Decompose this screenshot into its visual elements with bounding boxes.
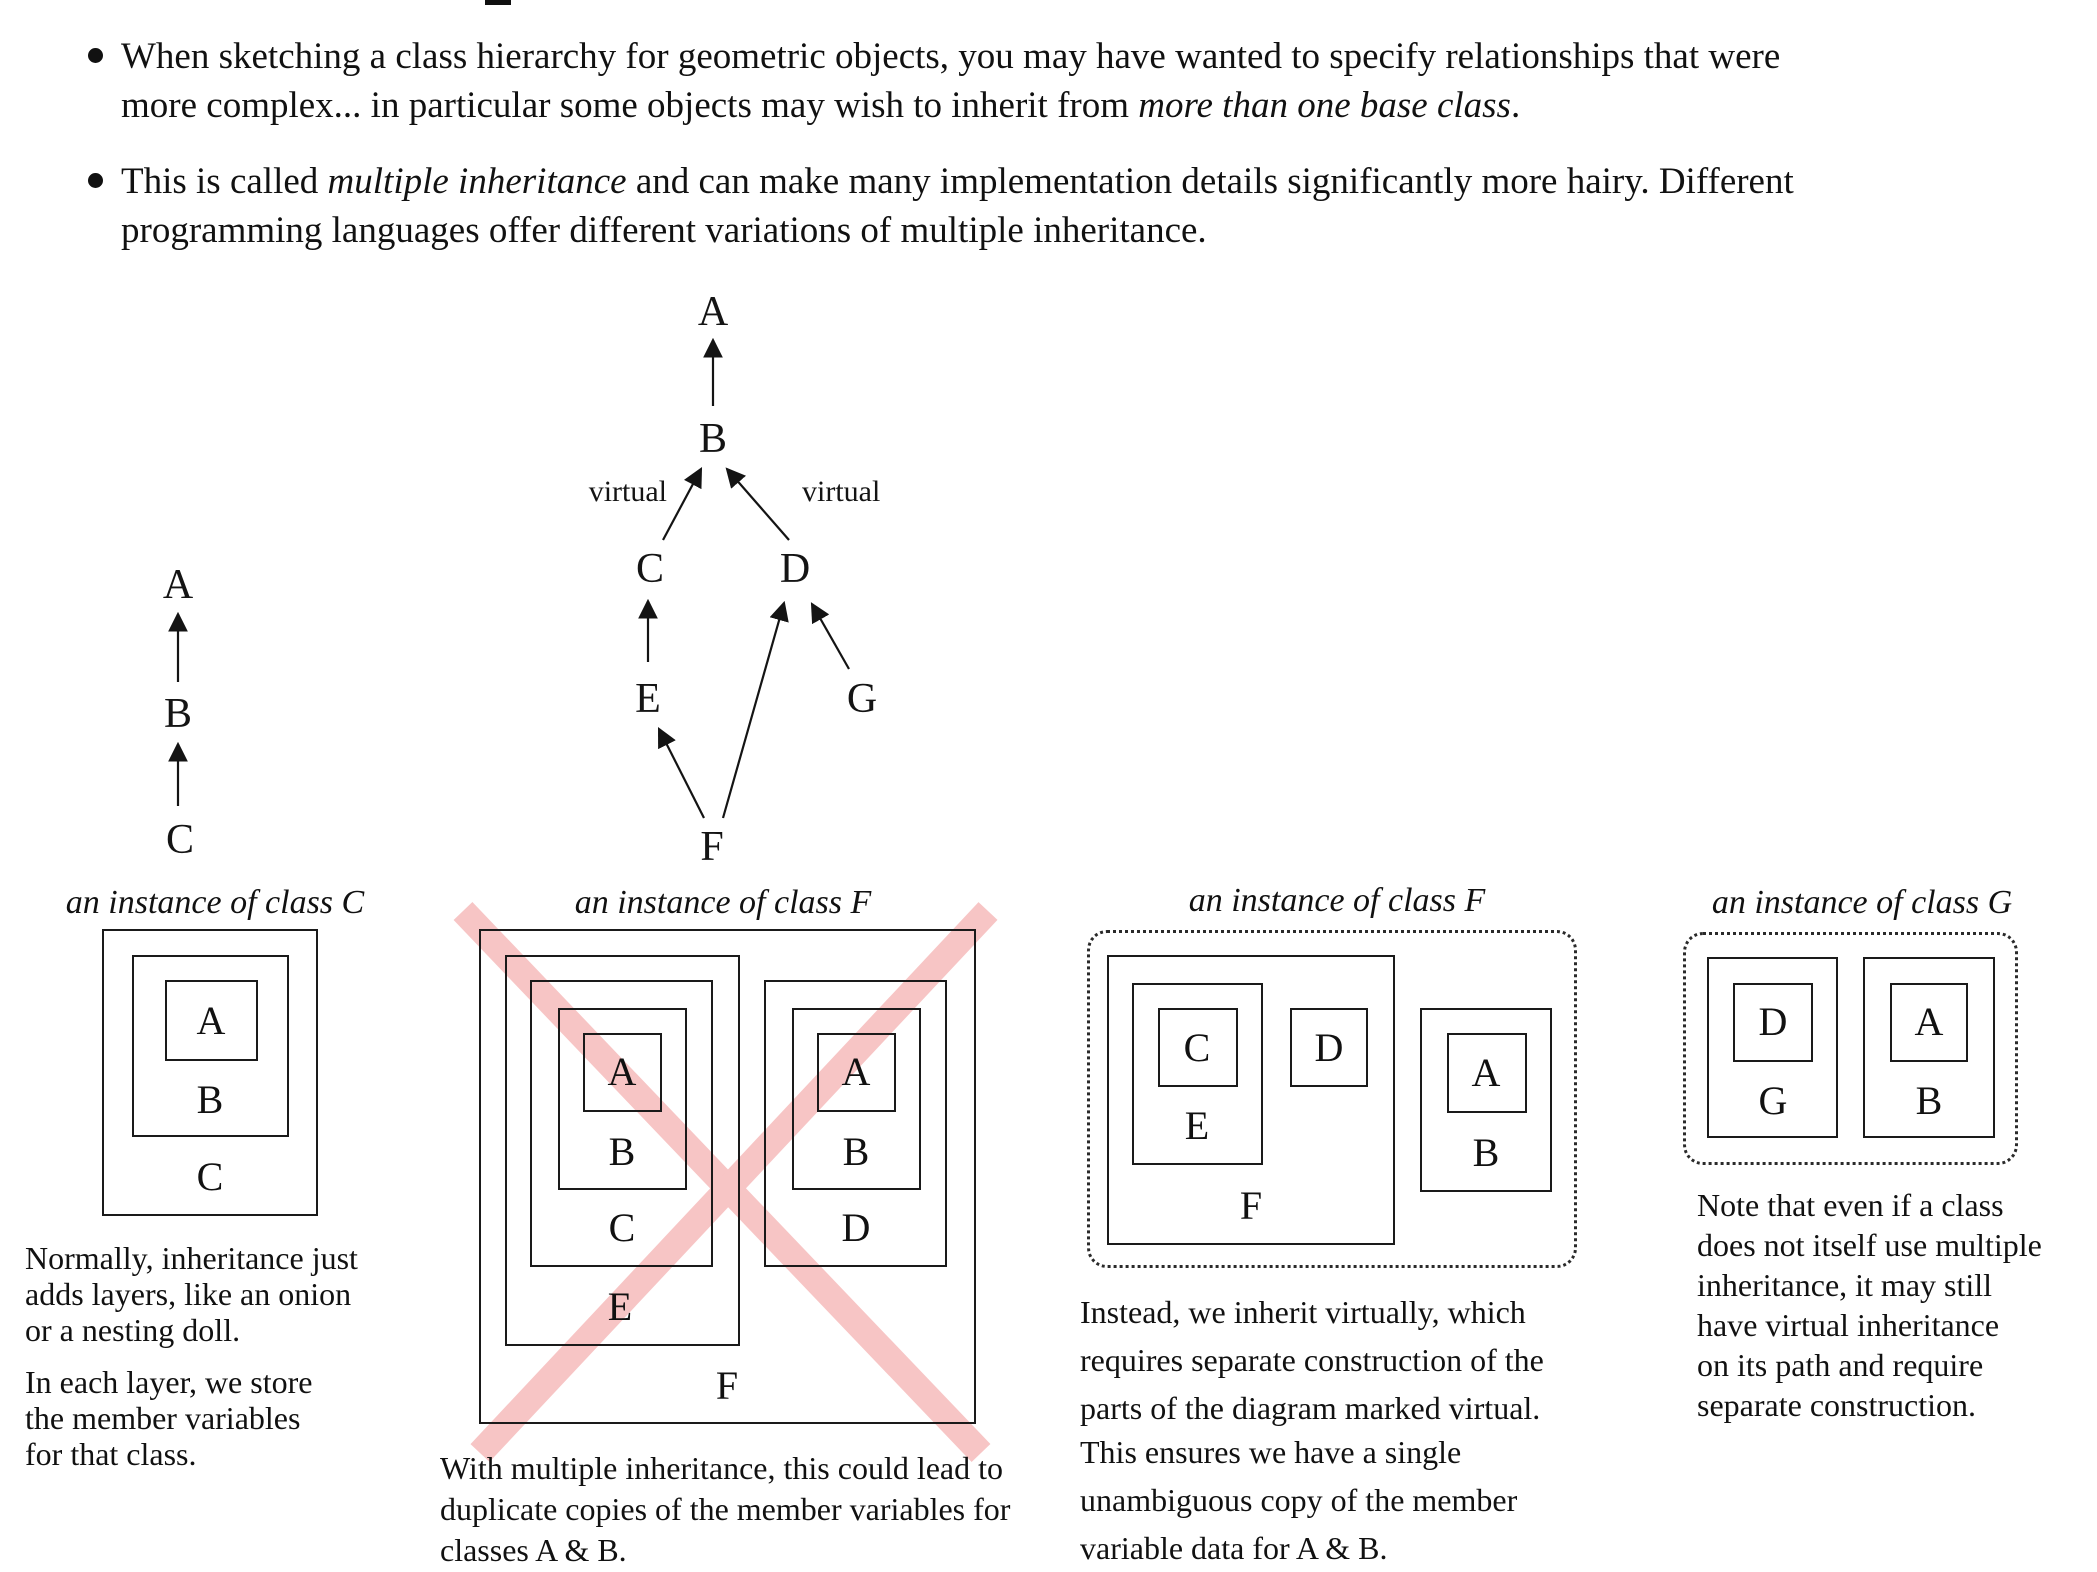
layer-label-d: D bbox=[1314, 1025, 1344, 1070]
node-label-g: G bbox=[846, 676, 878, 722]
layer-label-f: F bbox=[715, 1363, 739, 1408]
bullet2-line1-pre: This is called bbox=[121, 161, 328, 202]
instance-f-good-caption: an instance of class F bbox=[1188, 882, 1486, 919]
layer-label-e: E bbox=[1184, 1103, 1210, 1148]
note-line: requires separate construction of the bbox=[1080, 1342, 1544, 1378]
note-line: separate construction. bbox=[1697, 1387, 1976, 1423]
node-label-b: B bbox=[163, 691, 193, 737]
inheritance-arrow-c-to-b-virtual bbox=[663, 469, 701, 540]
node-label-c: C bbox=[165, 817, 195, 863]
class-hierarchy-chain-diagram bbox=[120, 540, 240, 880]
node-label-a: A bbox=[162, 562, 194, 608]
note-single-copy-paragraph bbox=[1080, 1428, 1517, 1572]
virtual-label-right: virtual bbox=[802, 475, 881, 508]
note-line: duplicate copies of the member variables for bbox=[440, 1491, 1011, 1527]
layer-label-a-right: A bbox=[841, 1049, 871, 1094]
node-label-a: A bbox=[697, 289, 729, 335]
note-line: adds layers, like an onion bbox=[25, 1276, 352, 1312]
layer-label-b-left: B bbox=[608, 1129, 636, 1174]
note-line: parts of the diagram marked virtual. bbox=[1080, 1390, 1541, 1426]
layer-label-a: A bbox=[196, 998, 226, 1043]
note-line: In each layer, we store bbox=[25, 1364, 313, 1400]
note-line: the member variables bbox=[25, 1400, 301, 1436]
node-label-d: D bbox=[779, 546, 811, 592]
layer-label-a: A bbox=[1471, 1050, 1501, 1095]
note-line: have virtual inheritance bbox=[1697, 1307, 2000, 1343]
bullet1-line2-post: . bbox=[1510, 85, 1521, 126]
layer-label-c: C bbox=[1183, 1025, 1211, 1070]
note-line: on its path and require bbox=[1697, 1347, 1984, 1383]
inheritance-arrow-f-to-d bbox=[723, 603, 784, 818]
note-virtual-inheritance-paragraph bbox=[1080, 1288, 1544, 1432]
layer-label-b-right: B bbox=[842, 1129, 870, 1174]
layer-label-b: B bbox=[1472, 1130, 1500, 1175]
layer-label-c: C bbox=[608, 1205, 636, 1250]
instance-c-caption: an instance of class C bbox=[65, 884, 365, 921]
instance-f-bad-caption: an instance of class F bbox=[574, 884, 872, 921]
note-line: With multiple inheritance, this could lead to bbox=[440, 1450, 1004, 1486]
bullet2-line2-text: programming languages offer different variations of multiple inheritance. bbox=[121, 210, 1207, 251]
layer-label-g: G bbox=[1758, 1078, 1788, 1123]
layer-label-a: A bbox=[1914, 999, 1944, 1044]
bullet-marker bbox=[88, 173, 103, 188]
note-line: for that class. bbox=[25, 1436, 197, 1472]
node-label-c: C bbox=[635, 546, 665, 592]
bullet1-line1 bbox=[121, 31, 1780, 82]
note-member-variables-paragraph bbox=[25, 1364, 312, 1472]
layer-label-d: D bbox=[1758, 999, 1788, 1044]
bullet1-line2-italic: more than one base class bbox=[1138, 85, 1511, 126]
inheritance-arrow-f-to-e bbox=[659, 729, 704, 818]
layer-label-e: E bbox=[607, 1284, 633, 1329]
note-duplicate-copies-paragraph bbox=[440, 1448, 1010, 1571]
bullet1-line2-pre: more complex... in particular some objects may wish to inherit from bbox=[121, 85, 1139, 126]
inheritance-arrow-d-to-b-virtual bbox=[727, 469, 789, 540]
layer-label-c: C bbox=[196, 1154, 224, 1199]
layer-label-b: B bbox=[196, 1077, 224, 1122]
cropped-title-fragment bbox=[485, 0, 511, 5]
note-line: Instead, we inherit virtually, which bbox=[1080, 1294, 1526, 1330]
bullet2-line1-post: and can make many implementation details significantly more hairy. Different bbox=[626, 161, 1794, 202]
layer-label-d: D bbox=[841, 1205, 871, 1250]
bullet-marker bbox=[88, 48, 103, 63]
bullet2-line1 bbox=[121, 156, 1794, 207]
layer-label-b: B bbox=[1915, 1078, 1943, 1123]
node-label-b: B bbox=[698, 416, 728, 462]
node-label-f: F bbox=[700, 824, 724, 870]
bullet1-line1-text: When sketching a class hierarchy for geometric objects, you may have wanted to specify relationships that were bbox=[121, 36, 1781, 77]
note-separate-construction-paragraph bbox=[1697, 1185, 2042, 1425]
note-line: classes A & B. bbox=[440, 1532, 627, 1568]
layer-label-a-left: A bbox=[607, 1049, 637, 1094]
node-label-e: E bbox=[635, 676, 661, 722]
bullet2-line1-italic: multiple inheritance bbox=[327, 161, 627, 202]
note-onion-paragraph bbox=[25, 1240, 358, 1348]
note-line: inheritance, it may still bbox=[1697, 1267, 1993, 1303]
inheritance-arrow-g-to-d bbox=[812, 604, 849, 669]
layer-label-f: F bbox=[1239, 1183, 1263, 1228]
note-line: unambiguous copy of the member bbox=[1080, 1482, 1518, 1518]
note-line: variable data for A & B. bbox=[1080, 1530, 1388, 1566]
note-line: Note that even if a class bbox=[1697, 1187, 2004, 1223]
note-line: or a nesting doll. bbox=[25, 1312, 241, 1348]
note-line: does not itself use multiple bbox=[1697, 1227, 2042, 1263]
class-hierarchy-multiple-inheritance-diagram bbox=[540, 270, 940, 870]
virtual-label-left: virtual bbox=[588, 475, 667, 508]
bullet1-line2 bbox=[121, 80, 1520, 131]
bullet2-line2 bbox=[121, 205, 1207, 256]
note-line: Normally, inheritance just bbox=[25, 1240, 358, 1276]
note-line: This ensures we have a single bbox=[1080, 1434, 1462, 1470]
instance-g-caption: an instance of class G bbox=[1711, 884, 2013, 921]
